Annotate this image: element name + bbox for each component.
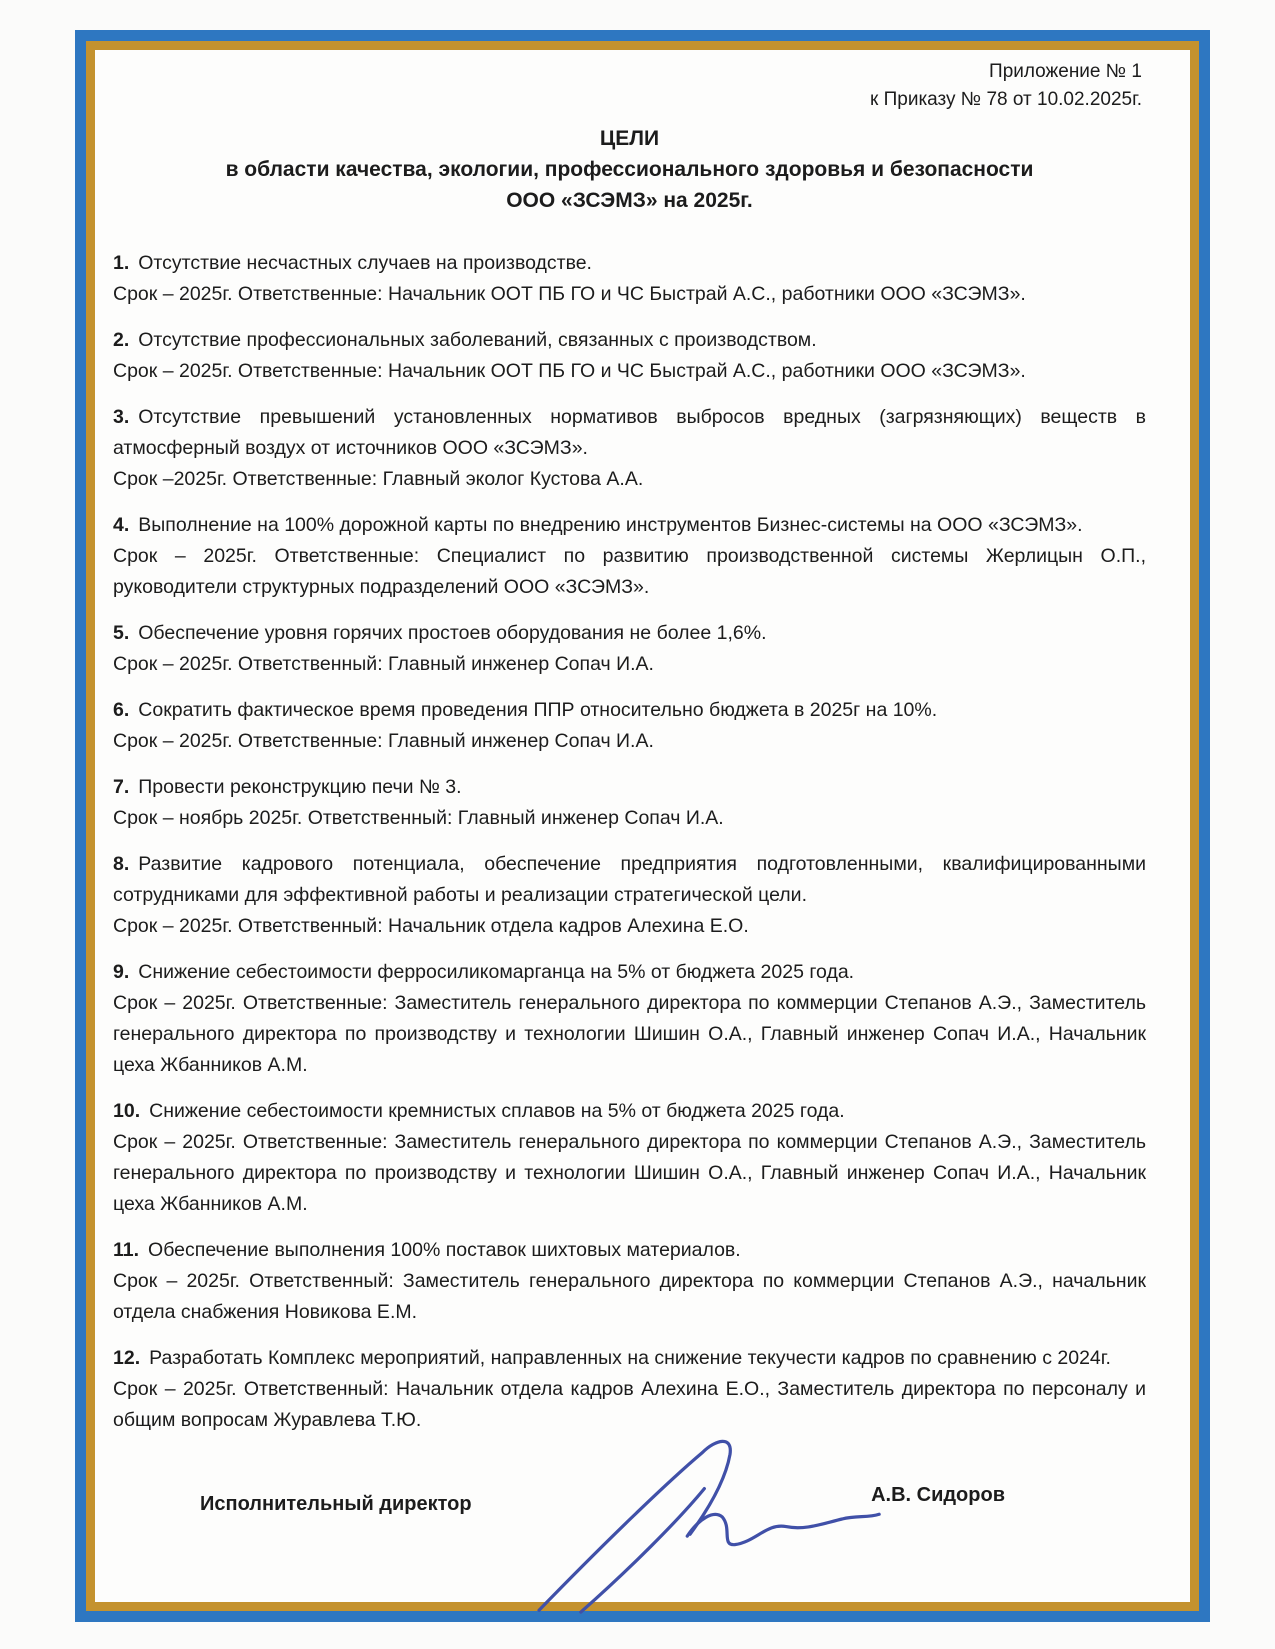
goal-deadline-line: Срок – 2025г. Ответственный: Начальник отдела кадров Алехина Е.О., Заместитель директора по персоналу и общим вопросам Журавлева Т.Ю. [113, 1378, 1146, 1431]
appendix-line-1: Приложение № 1 [989, 61, 1142, 82]
goal-number: 12. [113, 1347, 141, 1369]
goal-deadline-line: Срок – 2025г. Ответственные: Главный инженер Сопач И.А. [113, 730, 654, 752]
goal-number: 6. [113, 699, 130, 721]
signatory-role: Исполнительный директор [200, 1493, 472, 1515]
goal-text-line [113, 849, 1146, 911]
goal-text: Обеспечение уровня горячих простоев оборудования не более 1,6%. [138, 622, 767, 644]
goal-item [113, 772, 1146, 834]
goal-text-line [113, 510, 1146, 541]
goal-text-line [113, 1235, 1146, 1266]
goal-number: 4. [113, 514, 130, 536]
goal-deadline-line: Срок – 2025г. Ответственные: Специалист по развитию производственной системы Жерлицын О.П., руководители структурных подразделений ООО «ЗСЭМЗ». [113, 545, 1146, 598]
goal-text: Сократить фактическое время проведения ППР относительно бюджета в 2025г на 10%. [138, 699, 938, 721]
goal-item [113, 695, 1146, 757]
document-title [113, 123, 1146, 216]
goal-deadline-line: Срок – 2025г. Ответственные: Заместитель генерального директора по коммерции Степанов А.Э., Заместитель генерального директора по производству и технологии Шишин О.А., Главный инженер Сопач И.А., Начальник цеха Жбанников А.М. [113, 1131, 1146, 1215]
goal-text-line [113, 618, 1146, 649]
goal-item [113, 618, 1146, 680]
goals-list [113, 248, 1146, 1436]
goal-deadline-line: Срок – 2025г. Ответственный: Начальник отдела кадров Алехина Е.О. [113, 915, 749, 937]
goal-text-line [113, 1343, 1146, 1374]
title-line-1: ЦЕЛИ [599, 127, 660, 150]
goal-deadline-line: Срок – 2025г. Ответственные: Начальник ООТ ПБ ГО и ЧС Быстрай А.С., работники ООО «ЗСЭМЗ». [113, 360, 1026, 382]
appendix-header [113, 58, 1142, 114]
goal-number: 8. [113, 853, 130, 875]
goal-item [113, 957, 1146, 1081]
goal-text-line [113, 695, 1146, 726]
goal-text-line [113, 772, 1146, 803]
goal-deadline-line: Срок – 2025г. Ответственные: Заместитель генерального директора по коммерции Степанов А.Э., Заместитель генерального директора по производству и технологии Шишин О.А., Главный инженер Сопач И.А., Начальник цеха Жбанников А.М. [113, 992, 1146, 1076]
goal-text: Отсутствие превышений установленных нормативов выбросов вредных (загрязняющих) веществ в атмосферный воздух от источников ООО «ЗСЭМЗ». [113, 406, 1146, 459]
goal-text: Снижение себестоимости ферросиликомарганца на 5% от бюджета 2025 года. [138, 961, 855, 983]
document-border-frame-outer [75, 30, 1210, 1622]
goal-item [113, 402, 1146, 495]
goal-number: 1. [113, 252, 130, 274]
goal-number: 11. [113, 1239, 140, 1261]
goal-deadline-line: Срок – 2025г. Ответственный: Заместитель генерального директора по коммерции Степанов А.Э., начальник отдела снабжения Новикова Е.М. [113, 1270, 1146, 1323]
goal-item [113, 1235, 1146, 1328]
goal-text: Отсутствие несчастных случаев на производстве. [138, 252, 592, 274]
goal-text: Выполнение на 100% дорожной карты по внедрению инструментов Бизнес-системы на ООО «ЗСЭМЗ». [138, 514, 1083, 536]
goal-text-line [113, 957, 1146, 988]
goal-deadline-line: Срок – ноябрь 2025г. Ответственный: Главный инженер Сопач И.А. [113, 807, 724, 829]
appendix-line-2: к Приказу № 78 от 10.02.2025г. [870, 89, 1142, 110]
goal-text: Развитие кадрового потенциала, обеспечение предприятия подготовленными, квалифицированными сотрудниками для эффективной работы и реализации стратегической цели. [113, 853, 1146, 906]
goal-text-line [113, 248, 1146, 279]
title-line-3: ООО «ЗСЭМЗ» на 2025г. [506, 189, 753, 212]
goal-item [113, 510, 1146, 603]
goal-number: 3. [113, 406, 130, 428]
goal-number: 2. [113, 329, 130, 351]
goal-deadline-line: Срок –2025г. Ответственные: Главный эколог Кустова А.А. [113, 468, 644, 490]
goal-item [113, 248, 1146, 310]
goal-text: Разработать Комплекс мероприятий, направленных на снижение текучести кадров по сравнению с 2024г. [149, 1347, 1111, 1369]
signatory-name: А.В. Сидоров [871, 1484, 1005, 1506]
goal-item [113, 849, 1146, 942]
document-border-frame-inner [86, 41, 1199, 1611]
goal-number: 10. [113, 1100, 141, 1122]
goal-text-line [113, 325, 1146, 356]
goal-text: Снижение себестоимости кремнистых сплавов на 5% от бюджета 2025 года. [149, 1100, 845, 1122]
goal-item [113, 1096, 1146, 1220]
goal-item [113, 1343, 1146, 1436]
goal-number: 5. [113, 622, 130, 644]
goal-number: 7. [113, 776, 130, 798]
goal-text: Провести реконструкцию печи № 3. [138, 776, 462, 798]
goal-deadline-line: Срок – 2025г. Ответственный: Главный инженер Сопач И.А. [113, 653, 654, 675]
goal-deadline-line: Срок – 2025г. Ответственные: Начальник ООТ ПБ ГО и ЧС Быстрай А.С., работники ООО «ЗСЭМЗ». [113, 283, 1026, 305]
goal-number: 9. [113, 961, 130, 983]
goal-text: Обеспечение выполнения 100% поставок шихтовых материалов. [148, 1239, 741, 1261]
title-line-2: в области качества, экологии, профессионального здоровья и безопасности [225, 158, 1034, 181]
goal-text-line [113, 402, 1146, 464]
goal-text: Отсутствие профессиональных заболеваний, связанных с производством. [138, 329, 817, 351]
goal-item [113, 325, 1146, 387]
goal-text-line [113, 1096, 1146, 1127]
handwritten-signature [515, 1424, 945, 1614]
